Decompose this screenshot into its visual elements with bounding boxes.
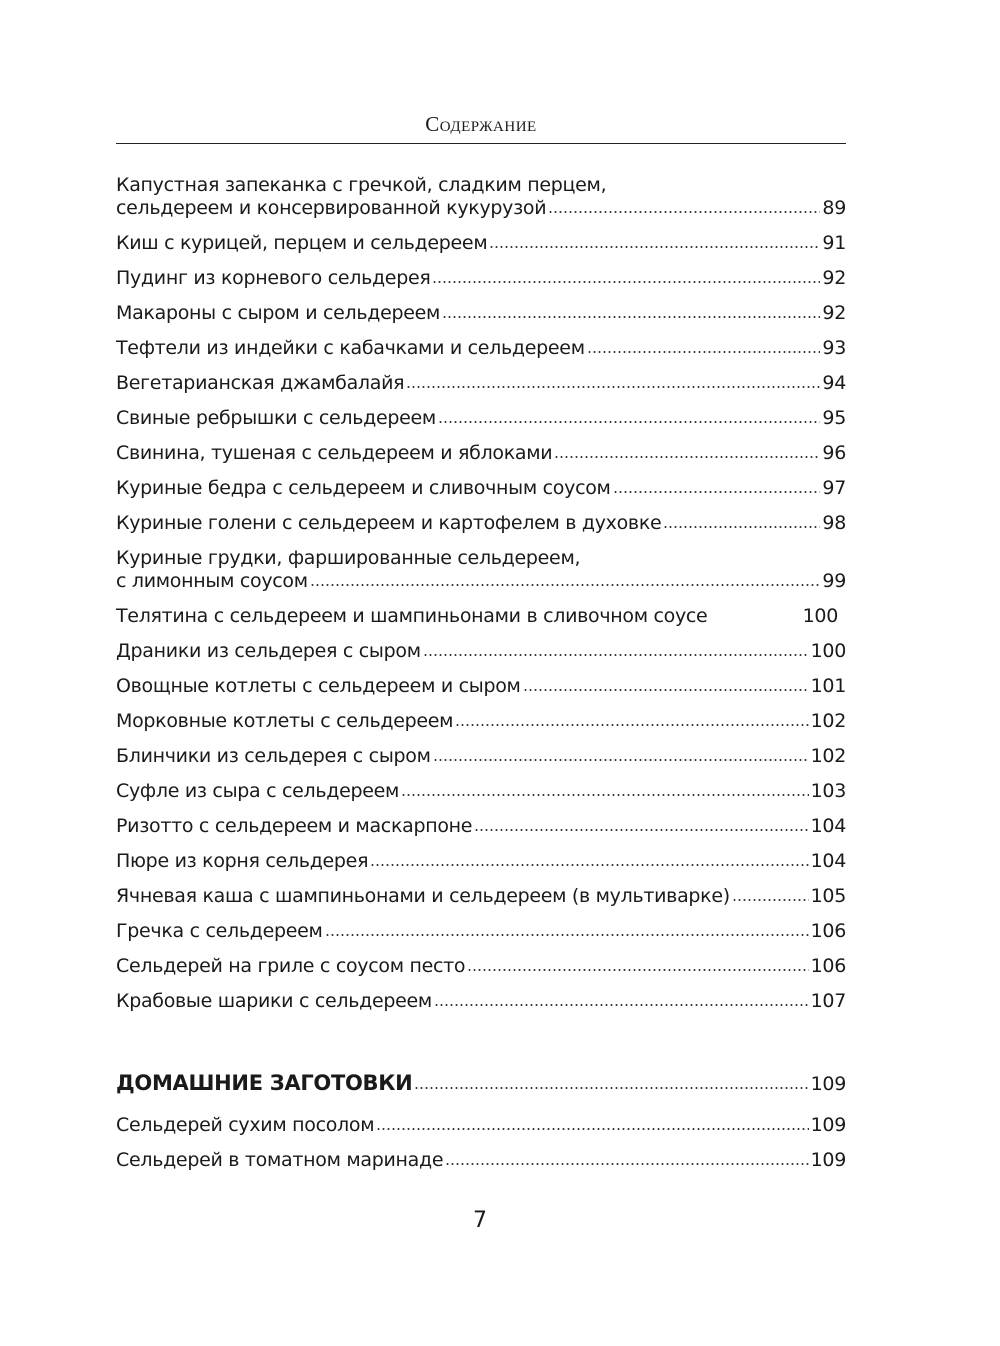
toc-entry-page: 92 [822, 302, 846, 324]
toc-entry-page: 107 [810, 990, 846, 1012]
toc-entry-row [116, 1149, 846, 1172]
toc-section-row [116, 1072, 846, 1096]
toc-entry-row [116, 920, 846, 943]
dot-leader [613, 490, 821, 494]
table-of-contents [116, 174, 846, 1184]
toc-entry-row [116, 337, 846, 360]
toc-entry-page: 91 [822, 232, 846, 254]
toc-entry [116, 1114, 846, 1149]
toc-entry-row [116, 477, 846, 500]
toc-entry [116, 372, 846, 407]
dot-leader [474, 828, 808, 832]
toc-entry [116, 337, 846, 372]
toc-entry-row [116, 197, 846, 220]
toc-entry-title: Вегетарианская джамбалайя [116, 372, 405, 394]
toc-entry [116, 990, 846, 1025]
toc-entry [116, 640, 846, 675]
toc-entry [116, 920, 846, 955]
toc-entry-title: Сельдерей в томатном маринаде [116, 1149, 444, 1171]
toc-entry [116, 745, 846, 780]
section-spacer [116, 1025, 846, 1072]
toc-entry [116, 710, 846, 745]
toc-entry-row [116, 885, 846, 908]
dot-leader [310, 583, 821, 587]
toc-entry-page: 100 [810, 640, 846, 662]
toc-entry-page: 93 [822, 337, 846, 359]
toc-entry-page: 99 [822, 570, 846, 592]
toc-entry [116, 815, 846, 850]
toc-section-heading [116, 1072, 846, 1114]
toc-entry-row [116, 675, 846, 698]
toc-entry-page: 106 [810, 955, 846, 977]
toc-entry-page: 94 [822, 372, 846, 394]
toc-entry-page: 104 [810, 815, 846, 837]
toc-entry-page: 92 [822, 267, 846, 289]
toc-entry [116, 174, 846, 232]
toc-entry-row [116, 710, 846, 733]
dot-leader [587, 350, 821, 354]
toc-entry [116, 442, 846, 477]
toc-entry [116, 605, 846, 640]
toc-entry-page: 96 [822, 442, 846, 464]
toc-entry-title: Сельдерей на гриле с соусом песто [116, 955, 466, 977]
dot-leader [433, 758, 809, 762]
toc-entry-title: Куриные бедра с сельдереем и сливочным соусом [116, 477, 611, 499]
dot-leader [376, 1127, 808, 1131]
toc-entry [116, 780, 846, 815]
toc-entry-title: Ячневая каша с шампиньонами и сельдереем (в мультиварке) [116, 885, 730, 907]
toc-entry [116, 955, 846, 990]
toc-entry-title: Гречка с сельдереем [116, 920, 323, 942]
toc-entry-row [116, 232, 846, 255]
toc-entry-title: с лимонным соусом [116, 570, 308, 592]
toc-entry-row [116, 570, 846, 593]
dot-leader [434, 1003, 809, 1007]
toc-entry-page: 103 [810, 780, 846, 802]
toc-entry [116, 547, 846, 605]
toc-entry [116, 850, 846, 885]
toc-entry-row [116, 745, 846, 768]
toc-entry-row [116, 512, 846, 535]
toc-entry-title: Крабовые шарики с сельдереем [116, 990, 432, 1012]
dot-leader [663, 525, 820, 529]
toc-entry [116, 407, 846, 442]
toc-entry-title: Тефтели из индейки с кабачками и сельдереем [116, 337, 585, 359]
dot-leader [432, 280, 820, 284]
toc-entry-title: Драники из сельдерея с сыром [116, 640, 421, 662]
dot-leader [489, 245, 820, 249]
toc-entry-page: 95 [822, 407, 846, 429]
toc-entry-row [116, 1114, 846, 1137]
toc-entry [116, 232, 846, 267]
toc-entry-title: Киш с курицей, перцем и сельдереем [116, 232, 488, 254]
toc-entry-row [116, 990, 846, 1013]
toc-entry [116, 267, 846, 302]
toc-entry-page: 102 [810, 745, 846, 767]
toc-entry-row [116, 302, 846, 325]
toc-entry-row [116, 815, 846, 838]
toc-entry-page: 98 [822, 512, 846, 534]
toc-entry-page: 102 [810, 710, 846, 732]
toc-entry-page: 104 [810, 850, 846, 872]
toc-entry-title: Макароны с сыром и сельдереем [116, 302, 441, 324]
dot-leader [423, 653, 809, 657]
toc-entry-title: Свиные ребрышки с сельдереем [116, 407, 436, 429]
toc-entry-page: 97 [822, 477, 846, 499]
toc-entry-row [116, 955, 846, 978]
toc-entry-title: Ризотто с сельдереем и маскарпоне [116, 815, 473, 837]
toc-entry [116, 512, 846, 547]
toc-entry-title: Пюре из корня сельдерея [116, 850, 369, 872]
toc-entry-page: 100 [802, 605, 838, 627]
dot-leader [401, 793, 809, 797]
dot-leader [548, 210, 820, 214]
toc-entry [116, 1149, 846, 1184]
toc-entry [116, 477, 846, 512]
toc-entry-page: 109 [810, 1149, 846, 1171]
toc-entry-title: Куриные голени с сельдереем и картофелем в духовке [116, 512, 662, 534]
toc-entry-row [116, 407, 846, 430]
dot-leader [442, 315, 820, 319]
toc-entry-title: Блинчики из сельдерея с сыром [116, 745, 431, 767]
dot-leader [445, 1162, 808, 1166]
toc-entry-title: Овощные котлеты с сельдереем и сыром [116, 675, 521, 697]
toc-entry-row [116, 850, 846, 873]
toc-section-title: ДОМАШНИЕ ЗАГОТОВКИ [116, 1071, 413, 1095]
dot-leader [414, 1086, 808, 1090]
toc-entry-page: 89 [822, 197, 846, 219]
dot-leader [370, 863, 808, 867]
toc-entry-title: Пудинг из корневого сельдерея [116, 267, 431, 289]
toc-entry-page: 106 [810, 920, 846, 942]
toc-entry-title: Свинина, тушеная с сельдереем и яблоками [116, 442, 553, 464]
dot-leader [325, 933, 809, 937]
toc-entry-title-line: Куриные грудки, фаршированные сельдереем, [116, 547, 581, 569]
dot-leader [467, 968, 808, 972]
toc-entry-row [116, 372, 846, 395]
toc-entry-page: 105 [810, 885, 846, 907]
dot-leader [406, 385, 820, 389]
toc-entry-title: Телятина с сельдереем и шампиньонами в сливочном соусе [116, 605, 708, 627]
toc-entry [116, 885, 846, 920]
toc-entry-title-line: Капустная запеканка с гречкой, сладким перцем, [116, 174, 607, 196]
dot-leader [455, 723, 808, 727]
toc-entry-page: 109 [810, 1114, 846, 1136]
toc-entry [116, 675, 846, 710]
toc-entry-page: 101 [810, 675, 846, 697]
toc-entry [116, 302, 846, 337]
toc-entry-row [116, 780, 846, 803]
toc-entry-title: Суфле из сыра с сельдереем [116, 780, 400, 802]
dot-leader [438, 420, 821, 424]
page-number: 7 [473, 1208, 487, 1233]
toc-entry-title: Сельдерей сухим посолом [116, 1114, 375, 1136]
toc-entry-title: сельдереем и консервированной кукурузой [116, 197, 547, 219]
toc-entry-row [116, 442, 846, 465]
dot-leader [732, 898, 809, 902]
running-header: Содержание [116, 112, 846, 144]
toc-entry-row [116, 640, 846, 663]
dot-leader [523, 688, 809, 692]
toc-entry-row [116, 267, 846, 290]
dot-leader [554, 455, 820, 459]
toc-entry-title: Морковные котлеты с сельдереем [116, 710, 454, 732]
toc-section-page: 109 [810, 1073, 846, 1095]
toc-entry-row [116, 605, 846, 628]
